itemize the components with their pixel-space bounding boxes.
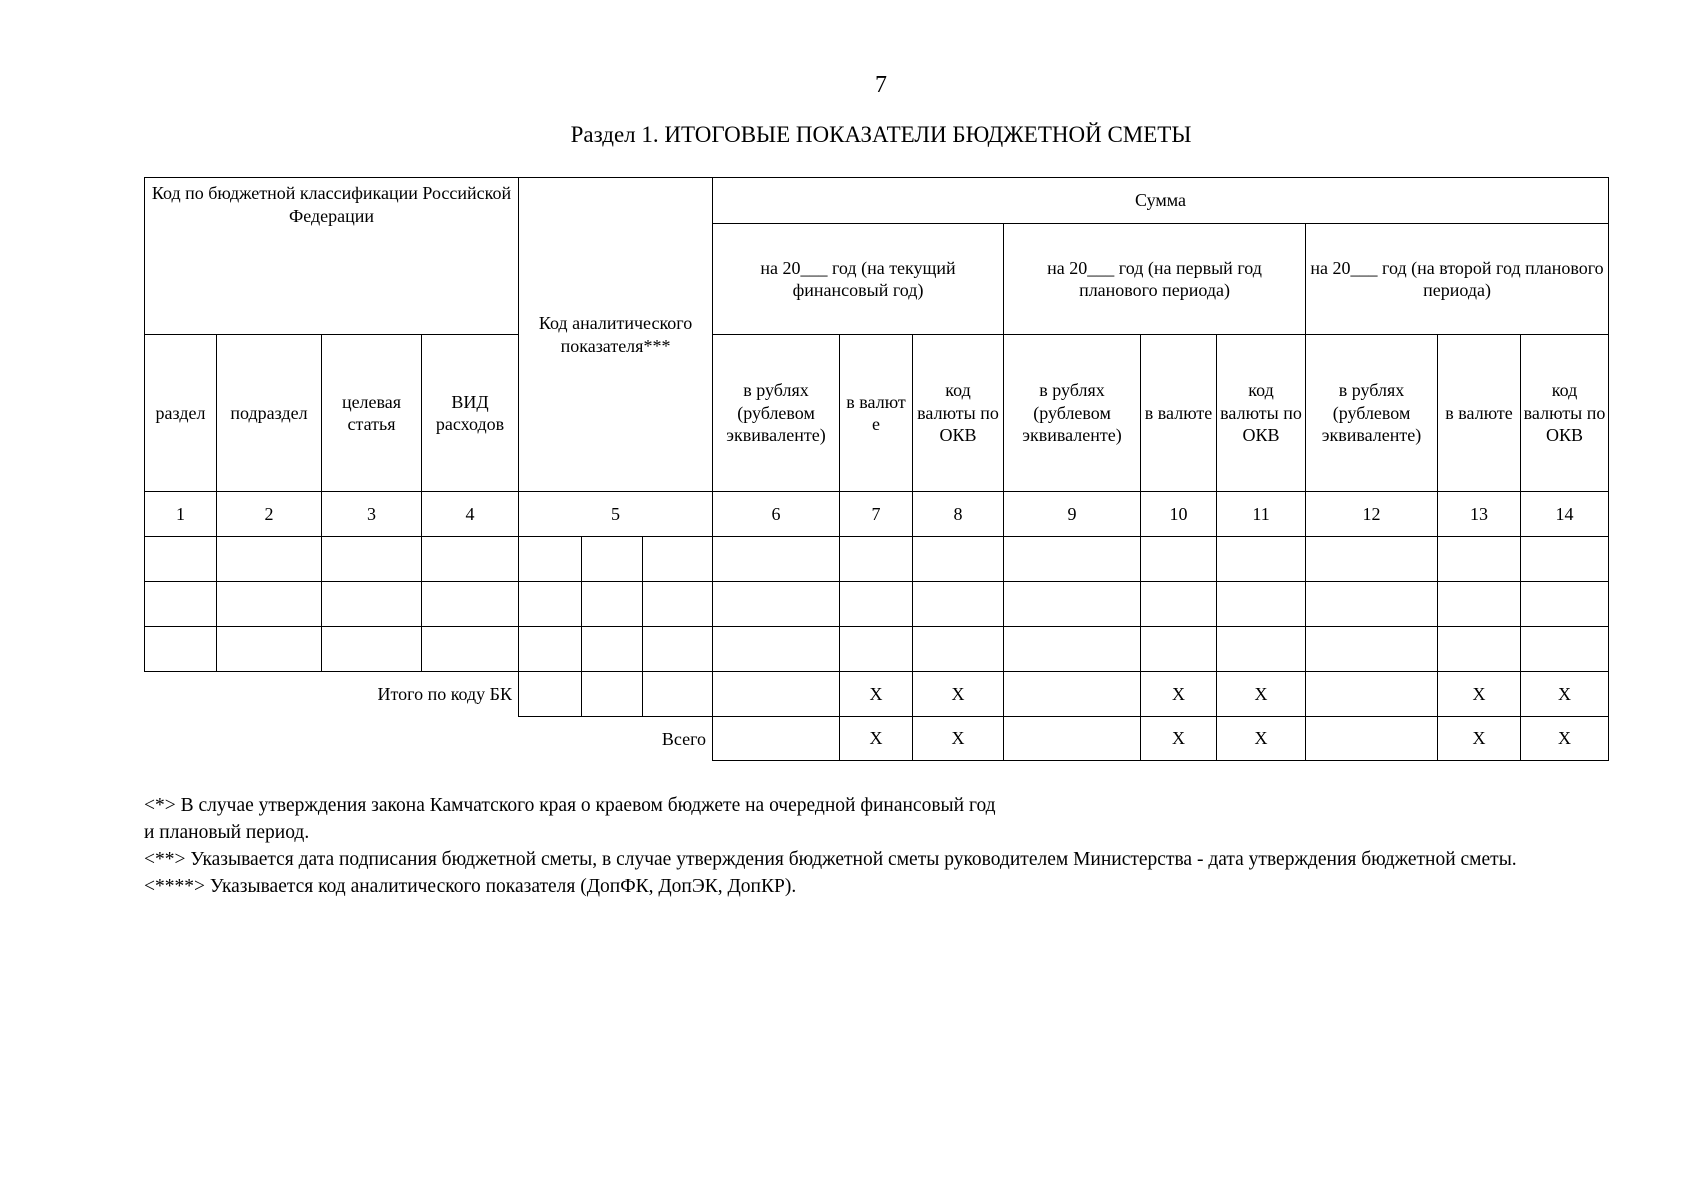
empty-cell [217,537,322,582]
x-mark: X [913,672,1004,717]
x-mark: X [1521,672,1609,717]
total-bk-label: Итого по коду БК [377,684,513,704]
header-sum: Сумма [713,178,1609,224]
page-number: 7 [875,72,887,98]
header-okv-second: код валюты по ОКВ [1521,335,1609,492]
empty-cell [145,627,217,672]
empty-cell [1004,672,1141,717]
empty-cell [1217,582,1306,627]
empty-cell [913,582,1004,627]
empty-cell [1004,582,1141,627]
empty-cell [840,537,913,582]
empty-cell [145,582,217,627]
empty-cell [713,717,840,761]
header-okv-first: код валюты по ОКВ [1217,335,1306,492]
empty-cell [1141,582,1217,627]
header-razdel: раздел [145,335,217,492]
empty-cell [713,582,840,627]
x-mark: X [1141,717,1217,761]
empty-cell [643,627,713,672]
empty-cell [217,627,322,672]
empty-cell [519,627,582,672]
column-number: 1 [145,492,217,537]
budget-estimate-table [144,177,1609,761]
empty-cell [1141,627,1217,672]
empty-cell [582,672,643,717]
empty-cell [145,537,217,582]
empty-cell [1306,672,1438,717]
grand-total-label: Всего [661,728,707,749]
header-val-first: в валюте [1141,335,1217,492]
x-mark: X [1217,672,1306,717]
footnote-1: <*> В случае утверждения закона Камчатского края о краевом бюджете на очередной финансовый год [144,795,996,816]
empty-cell [643,672,713,717]
column-number: 13 [1438,492,1521,537]
empty-cell [422,627,519,672]
x-mark: X [1438,672,1521,717]
empty-cell [582,582,643,627]
x-mark: X [840,717,913,761]
empty-cell [1438,627,1521,672]
x-mark: X [1438,717,1521,761]
table-row [145,582,1609,627]
column-number: 7 [840,492,913,537]
section-title: Раздел 1. ИТОГОВЫЕ ПОКАЗАТЕЛИ БЮДЖЕТНОЙ СМЕТЫ [570,122,1192,147]
empty-cell [1438,537,1521,582]
header-rub-second: в рублях (рублевом эквиваленте) [1306,335,1438,492]
footnote-4: <****> Указывается код аналитического показателя (ДопФК, ДопЭК, ДопКР). [144,876,797,897]
empty-cell [1004,717,1141,761]
empty-cell [1217,627,1306,672]
header-year-current: на 20___ год (на текущий финансовый год) [713,224,1004,335]
header-rub-current: в рублях (рублевом эквиваленте) [713,335,840,492]
empty-cell [582,627,643,672]
x-mark: X [1217,717,1306,761]
empty-cell [713,627,840,672]
column-number: 3 [322,492,422,537]
footnotes [144,792,1618,900]
header-rub-first: в рублях (рублевом эквиваленте) [1004,335,1141,492]
column-number: 4 [422,492,519,537]
grand-total-row [145,717,1609,761]
column-numbers-row [145,492,1609,537]
x-mark: X [913,717,1004,761]
empty-cell [913,627,1004,672]
column-number: 11 [1217,492,1306,537]
empty-cell [840,627,913,672]
empty-cell [1217,537,1306,582]
header-okv-current: код валюты по ОКВ [913,335,1004,492]
total-bk-row [145,672,1609,717]
header-year-first-plan: на 20___ год (на первый год планового периода) [1004,224,1306,335]
empty-cell [1306,582,1438,627]
table-row [145,627,1609,672]
header-val-current: в валют е [840,335,913,492]
empty-cell [422,582,519,627]
empty-cell [217,582,322,627]
column-number: 2 [217,492,322,537]
header-podrazdel: подраздел [217,335,322,492]
empty-cell [1004,627,1141,672]
empty-cell [519,582,582,627]
header-kbk-group: Код по бюджетной классификации Российской Федерации [145,178,519,335]
empty-cell [1438,582,1521,627]
column-number: 9 [1004,492,1141,537]
empty-cell [519,672,582,717]
empty-cell [643,537,713,582]
footnote-1-continuation: и плановый период. [144,822,310,843]
empty-cell [519,537,582,582]
header-val-second: в валюте [1438,335,1521,492]
empty-cell [1306,627,1438,672]
footnote-2: <**> Указывается дата подписания бюджетной сметы, в случае утверждения бюджетной сметы руководителем Министерства - дата утверждения бюджетной сметы. [144,849,1517,870]
empty-cell [713,537,840,582]
table-row [145,537,1609,582]
empty-cell [840,582,913,627]
column-number: 5 [519,492,713,537]
empty-cell [322,582,422,627]
empty-cell [1306,537,1438,582]
header-vid-rashodov: ВИД расходов [422,335,519,492]
column-number: 14 [1521,492,1609,537]
header-celevaya-statya: целевая статья [322,335,422,492]
header-year-second-plan: на 20___ год (на второй год планового периода) [1306,224,1609,335]
empty-cell [322,537,422,582]
empty-cell [1521,537,1609,582]
empty-cell [582,537,643,582]
empty-cell [1521,627,1609,672]
column-number: 10 [1141,492,1217,537]
column-number: 8 [913,492,1004,537]
empty-cell [643,582,713,627]
x-mark: X [1521,717,1609,761]
empty-cell [1141,537,1217,582]
column-number: 6 [713,492,840,537]
empty-cell [422,537,519,582]
empty-cell [1306,717,1438,761]
x-mark: X [840,672,913,717]
column-number: 12 [1306,492,1438,537]
x-mark: X [1141,672,1217,717]
header-analytic-code: Код аналитического показателя*** [519,178,713,492]
empty-cell [713,672,840,717]
empty-cell [1004,537,1141,582]
empty-cell [1521,582,1609,627]
empty-cell [913,537,1004,582]
empty-cell [322,627,422,672]
